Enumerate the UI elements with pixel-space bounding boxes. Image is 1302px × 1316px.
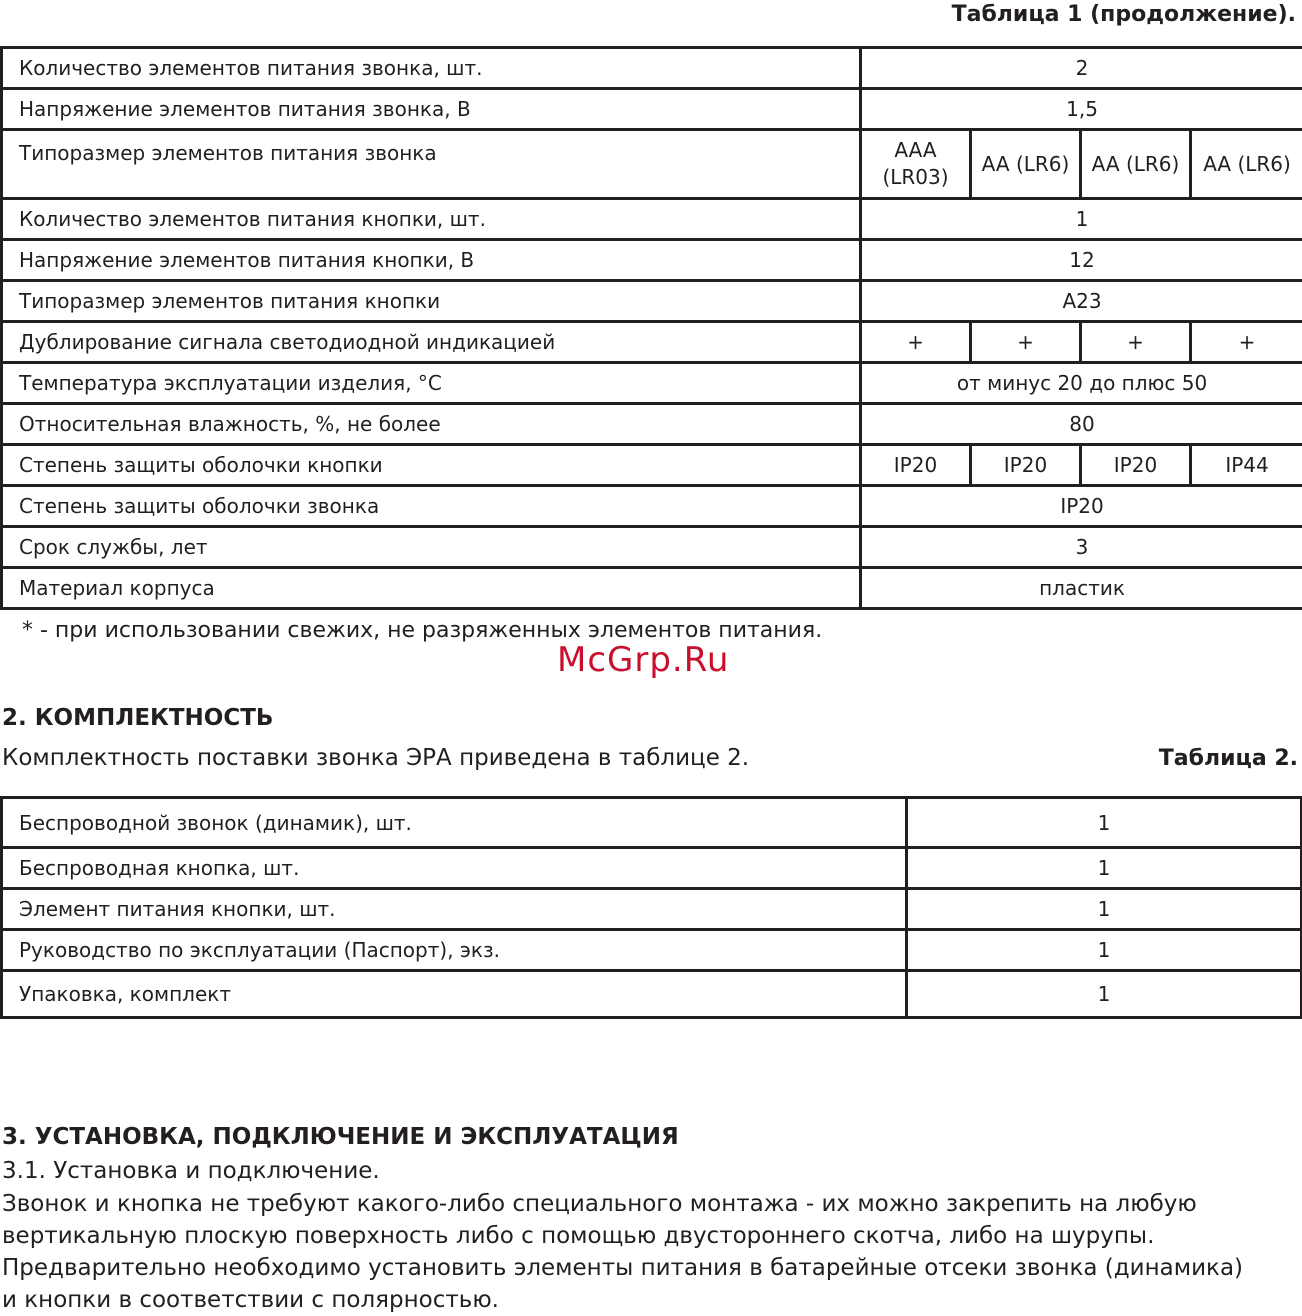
param-cell: Напряжение элементов питания кнопки, В [2, 240, 861, 281]
value-cell: + [861, 322, 971, 363]
table-row [2, 486, 1302, 527]
param-cell: Количество элементов питания звонка, шт. [2, 48, 861, 89]
section3-heading: 3. УСТАНОВКА, ПОДКЛЮЧЕНИЕ И ЭКСПЛУАТАЦИЯ [2, 1124, 679, 1150]
param-cell: Относительная влажность, %, не более [2, 404, 861, 445]
section2-heading: 2. КОМПЛЕКТНОСТЬ [2, 705, 274, 731]
value-cell: 2 [861, 48, 1302, 89]
param-cell: Материал корпуса [2, 568, 861, 609]
table-row [2, 89, 1302, 130]
value-cell: IP20 [971, 445, 1081, 486]
table-row [2, 281, 1302, 322]
value-cell: IP20 [861, 445, 971, 486]
param-cell: Типоразмер элементов питания кнопки [2, 281, 861, 322]
value-cell: AA (LR6) [1191, 130, 1302, 199]
value-cell: A23 [861, 281, 1302, 322]
table-row [2, 322, 1302, 363]
value-cell: IP20 [1081, 445, 1191, 486]
value-cell: 3 [861, 527, 1302, 568]
table-row [2, 48, 1302, 89]
qty-cell: 1 [907, 848, 1302, 889]
value-cell: + [1191, 322, 1302, 363]
table2-caption: Таблица 2. [1158, 746, 1298, 771]
value-cell: 12 [861, 240, 1302, 281]
value-cell: от минус 20 до плюс 50 [861, 363, 1302, 404]
value-cell: AA (LR6) [971, 130, 1081, 199]
section3-subheading: 3.1. Установка и подключение. [2, 1158, 380, 1184]
param-cell: Температура эксплуатации изделия, °С [2, 363, 861, 404]
param-cell: Количество элементов питания кнопки, шт. [2, 199, 861, 240]
param-cell: Степень защиты оболочки звонка [2, 486, 861, 527]
item-cell: Упаковка, комплект [2, 971, 907, 1018]
qty-cell: 1 [907, 930, 1302, 971]
param-cell: Степень защиты оболочки кнопки [2, 445, 861, 486]
section2-intro: Комплектность поставки звонка ЭРА приведена в таблице 2. [2, 745, 750, 771]
param-cell: Срок службы, лет [2, 527, 861, 568]
table-row [2, 404, 1302, 445]
value-cell: IP44 [1191, 445, 1302, 486]
table-row [2, 568, 1302, 609]
value-cell: AA (LR6) [1081, 130, 1191, 199]
item-cell: Руководство по эксплуатации (Паспорт), экз. [2, 930, 907, 971]
param-cell: Дублирование сигнала светодиодной индикацией [2, 322, 861, 363]
section3-line: Звонок и кнопка не требуют какого-либо специального монтажа - их можно закрепить на любую [2, 1191, 1197, 1217]
table1-caption: Таблица 1 (продолжение). [951, 2, 1296, 27]
table-row [2, 848, 1302, 889]
item-cell: Беспроводная кнопка, шт. [2, 848, 907, 889]
table-row [2, 199, 1302, 240]
item-cell: Элемент питания кнопки, шт. [2, 889, 907, 930]
value-cell: + [971, 322, 1081, 363]
table-row [2, 889, 1302, 930]
value-cell: AAA (LR03) [861, 130, 971, 199]
param-cell: Напряжение элементов питания звонка, В [2, 89, 861, 130]
section3-line: Предварительно необходимо установить элементы питания в батарейные отсеки звонка (динамика) [2, 1255, 1244, 1281]
section3-line: и кнопки в соответствии с полярностью. [2, 1287, 499, 1313]
watermark: McGrp.Ru [557, 640, 730, 680]
contents-table [0, 796, 1302, 1019]
param-cell: Типоразмер элементов питания звонка [2, 130, 861, 199]
table-row [2, 363, 1302, 404]
qty-cell: 1 [907, 971, 1302, 1018]
value-cell: IP20 [861, 486, 1302, 527]
section3-line: вертикальную плоскую поверхность либо с помощью двустороннего скотча, либо на шурупы. [2, 1223, 1155, 1249]
value-cell: 80 [861, 404, 1302, 445]
specs-table [0, 46, 1302, 610]
value-cell: 1 [861, 199, 1302, 240]
table-row [2, 798, 1302, 848]
value-cell: пластик [861, 568, 1302, 609]
table-row [2, 130, 1302, 199]
qty-cell: 1 [907, 798, 1302, 848]
item-cell: Беспроводной звонок (динамик), шт. [2, 798, 907, 848]
table1-footnote: * - при использовании свежих, не разряженных элементов питания. [22, 618, 823, 643]
table-row [2, 240, 1302, 281]
table-row [2, 930, 1302, 971]
qty-cell: 1 [907, 889, 1302, 930]
value-cell: 1,5 [861, 89, 1302, 130]
value-cell: + [1081, 322, 1191, 363]
table-row [2, 445, 1302, 486]
table-row [2, 971, 1302, 1018]
table-row [2, 527, 1302, 568]
